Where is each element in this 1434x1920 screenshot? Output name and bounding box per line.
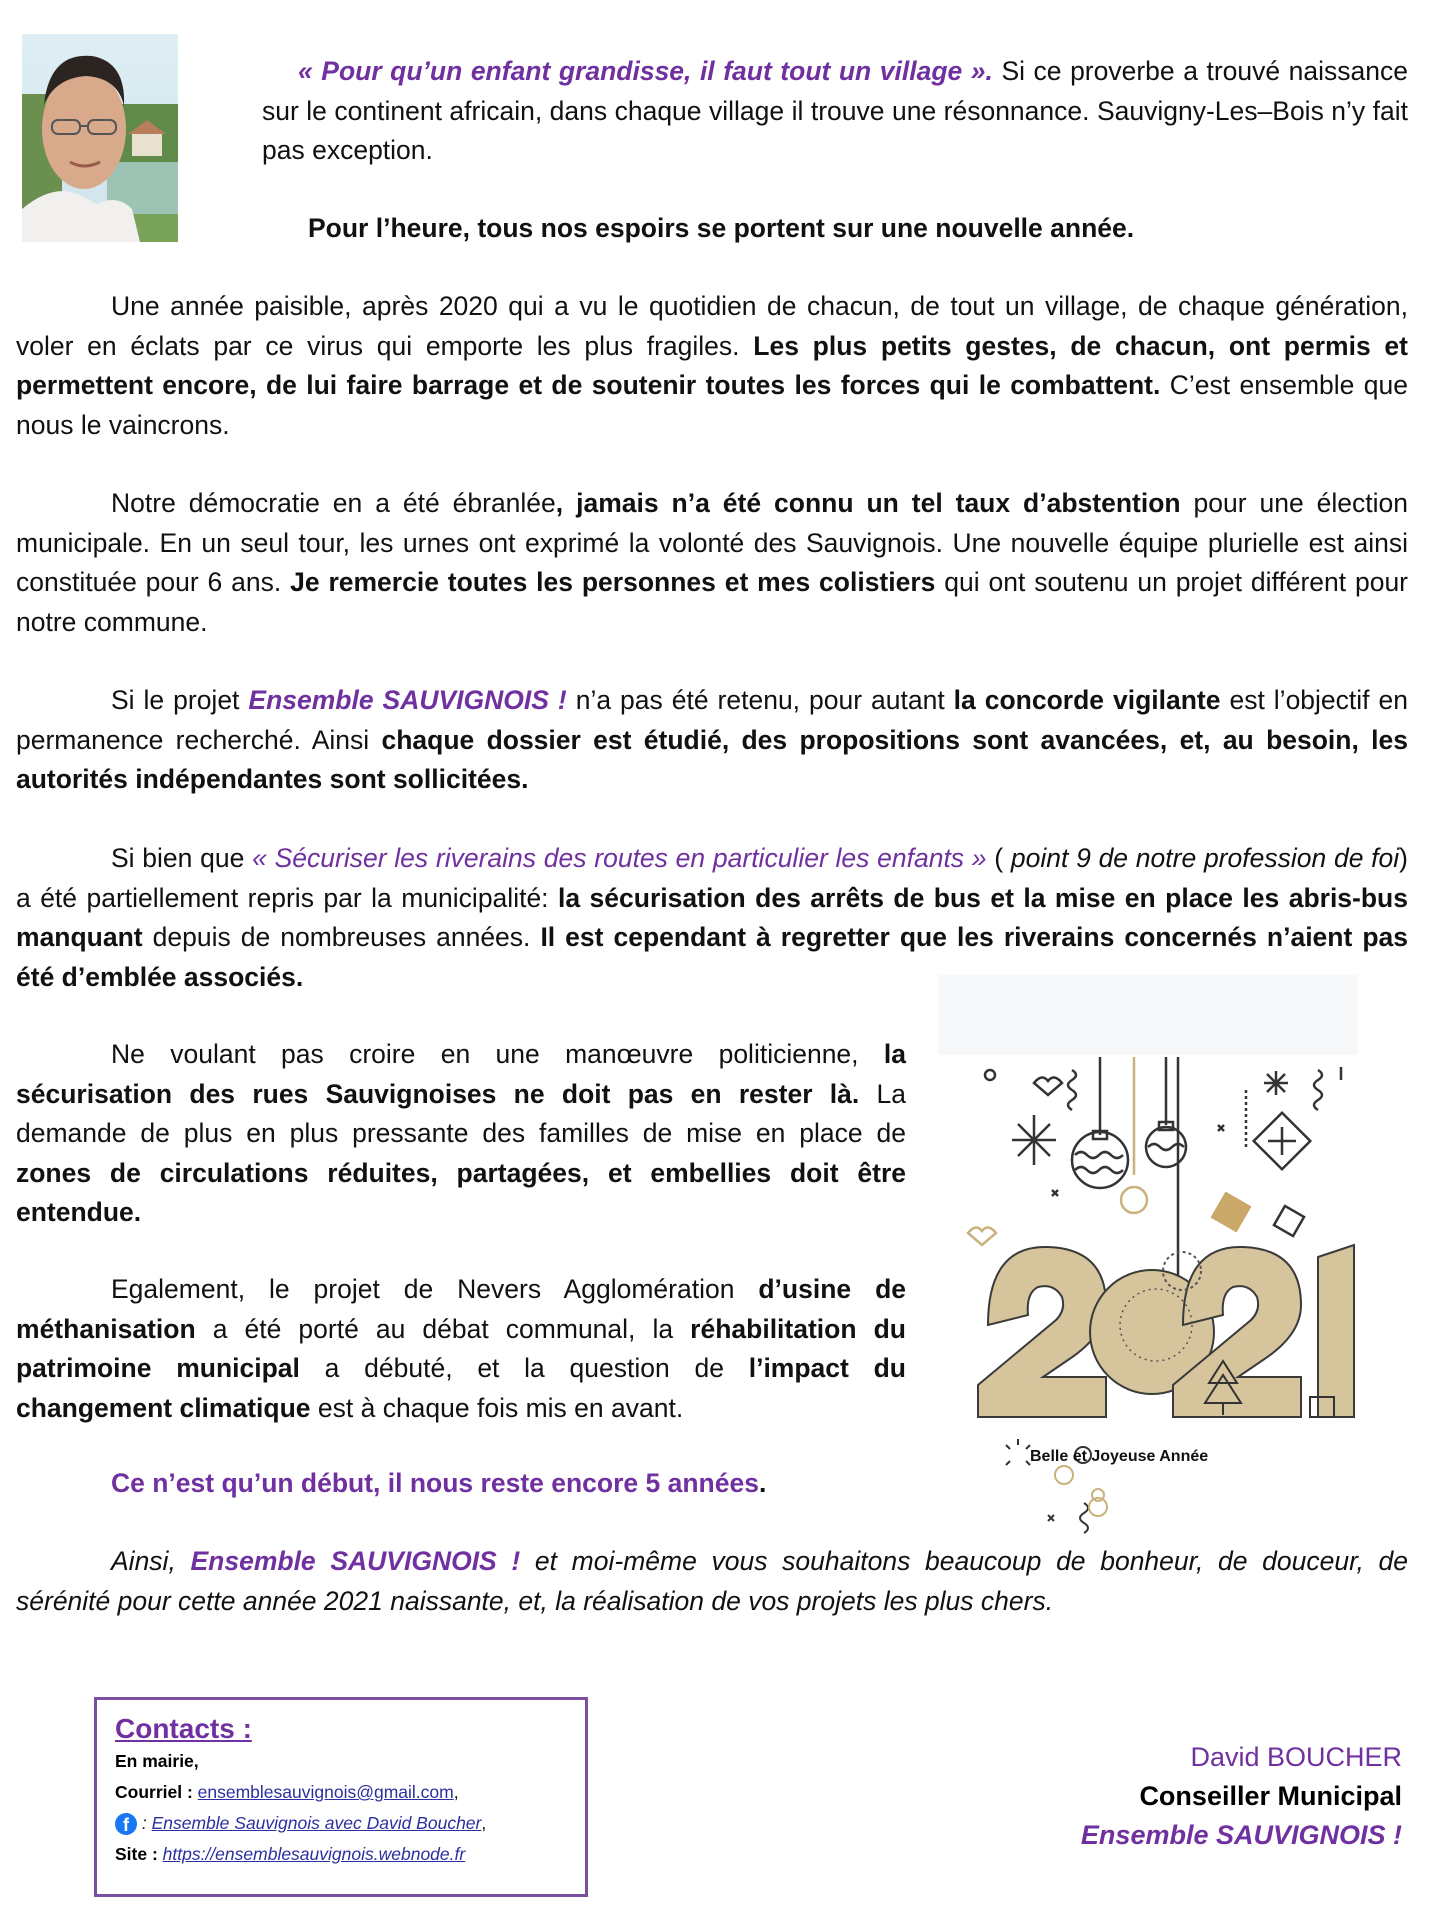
text: est à chaque fois mis en avant. — [310, 1392, 684, 1423]
text: ) a été partiellement repris par la municipalité: — [16, 843, 1408, 913]
text: Ne voulant pas croire en une manœuvre politicienne, — [111, 1039, 884, 1069]
text: La demande de plus en plus pressante des familles de mise en place de — [16, 1078, 906, 1148]
portrait-photo — [22, 34, 178, 242]
intro-paragraph — [262, 52, 1408, 171]
portrait-image — [22, 34, 178, 242]
bold-text: Je remercie toutes les personnes et mes colistiers — [290, 567, 936, 597]
text: n’a pas été retenu, pour autant — [566, 685, 954, 715]
text: a été porté au débat communal, la — [195, 1313, 691, 1344]
site-link[interactable]: https://ensemblesauvignois.webnode.fr — [162, 1844, 466, 1864]
bold-text: chaque dossier est étudié, des propositions sont avancées, et, au besoin, les autorités indépendantes sont sollicitées. — [16, 724, 1408, 794]
intro-proverb: « Pour qu’un enfant grandisse, il faut tout un village ». — [298, 56, 993, 86]
signature-block — [1081, 1738, 1402, 1855]
bold-text: la sécurisation des arrêts de bus et la mise en place les abris-bus manquant — [16, 882, 1408, 952]
paragraph-democracy — [16, 484, 1408, 642]
text: Notre démocratie en a été ébranlée — [111, 488, 556, 518]
text: pour une élection municipale. En un seul tour, les urnes ont exprimé la volonté des Sauvignois. Une nouvelle équipe plurielle est ainsi constituée pour 6 ans. — [16, 488, 1408, 597]
bold-text: Il est cependant à regretter que les riverains concernés n’aient pas été d’emblée associés. — [16, 922, 1408, 992]
paragraph-streets — [16, 1035, 906, 1233]
headline-text: Pour l’heure, tous nos espoirs se portent sur une nouvelle année. — [308, 213, 1135, 243]
text: et moi-même vous souhaitons beaucoup de bonheur, de douceur, de sérénité pour cette année 2021 naissante, et, la réalisation de vos projets les plus chers. — [16, 1546, 1408, 1616]
contact-mairie — [115, 1746, 567, 1777]
text: qui ont soutenu un projet différent pour notre commune. — [16, 567, 1409, 637]
contact-email-row — [115, 1777, 567, 1808]
program-quote: « Sécuriser les riverains des routes en particulier les enfants » — [252, 843, 987, 873]
bold-text: la concorde vigilante — [953, 685, 1221, 715]
paragraph-covid — [16, 287, 1408, 445]
text: Si bien que — [111, 843, 253, 873]
paragraph-projects — [16, 1270, 906, 1428]
email-label: Courriel : — [115, 1782, 198, 1802]
text: Egalement, le projet de Nevers Agglomération — [111, 1274, 759, 1304]
paragraph-wishes — [16, 1542, 1408, 1621]
paragraph-security — [16, 839, 1408, 997]
comma: , — [453, 1782, 459, 1802]
comma: , — [481, 1813, 487, 1833]
separator: : — [137, 1813, 152, 1833]
bold-text: l’impact du changement climatique — [16, 1353, 906, 1423]
bold-text: Les plus petits gestes, de chacun, ont permis et permettent encore, de lui faire barrage et de soutenir toutes les forces qui le combattent. — [16, 330, 1408, 400]
signature-name: David BOUCHER — [1190, 1742, 1402, 1772]
bold-text: , jamais n’a été connu un tel taux d’abstention — [555, 488, 1181, 518]
italic-text: point 9 de notre profession de foi — [1010, 843, 1400, 873]
bold-text: la sécurisation des rues Sauvignoises ne doit pas en rester là. — [16, 1039, 906, 1109]
bold-text: d’usine de méthanisation — [16, 1274, 906, 1344]
new-year-card — [938, 975, 1358, 1535]
text: Si le projet — [111, 685, 249, 715]
text: est l’objectif en permanence recherché. Ainsi — [16, 685, 1408, 755]
contacts-box — [94, 1697, 588, 1897]
purple-bold-text: Ce n’est qu’un début, il nous reste encore 5 années — [111, 1468, 759, 1498]
brand-name: Ensemble SAUVIGNOIS ! — [190, 1546, 521, 1576]
text: ( — [986, 843, 1011, 873]
facebook-link[interactable]: Ensemble Sauvignois avec David Boucher — [151, 1813, 482, 1833]
brand-name: Ensemble SAUVIGNOIS ! — [248, 685, 567, 715]
signature-group: Ensemble SAUVIGNOIS ! — [1080, 1820, 1402, 1850]
email-link[interactable]: ensemblesauvignois@gmail.com — [197, 1782, 454, 1802]
facebook-icon: f — [115, 1813, 137, 1835]
text: Une année paisible, après 2020 qui a vu le quotidien de chacun, de tout un village, de chaque génération, voler en éclats par ce virus qui emporte les plus fragiles. — [16, 291, 1408, 361]
contacts-title: Contacts : — [115, 1713, 252, 1744]
mairie-label: En mairie, — [115, 1751, 199, 1771]
contact-facebook-row — [115, 1808, 567, 1839]
bold-text: réhabilitation du patrimoine municipal — [16, 1313, 906, 1383]
intro-text: Si ce proverbe a trouvé naissance sur le continent africain, dans chaque village il trouve une résonnance. Sauvigny-Les–Bois n’y fait pas exception. — [262, 56, 1408, 165]
intro-headline — [308, 209, 1308, 249]
greeting-text: Belle et Joyeuse Année — [1030, 1448, 1209, 1465]
site-label: Site : — [115, 1844, 163, 1864]
contact-site-row — [115, 1839, 567, 1870]
text: Ainsi, — [111, 1546, 191, 1576]
bold-text: zones de circulations réduites, partagées, et embellies doit être entendue. — [16, 1157, 906, 1227]
paragraph-project — [16, 681, 1408, 800]
text: depuis de nombreuses années. — [142, 922, 541, 952]
paragraph-beginning — [111, 1464, 911, 1504]
text: a débuté, et la question de — [299, 1353, 749, 1383]
text: C’est ensemble que nous le vaincrons. — [16, 370, 1408, 440]
new-year-illustration — [938, 975, 1358, 1535]
period: . — [758, 1468, 767, 1498]
signature-role: Conseiller Municipal — [1139, 1781, 1402, 1811]
